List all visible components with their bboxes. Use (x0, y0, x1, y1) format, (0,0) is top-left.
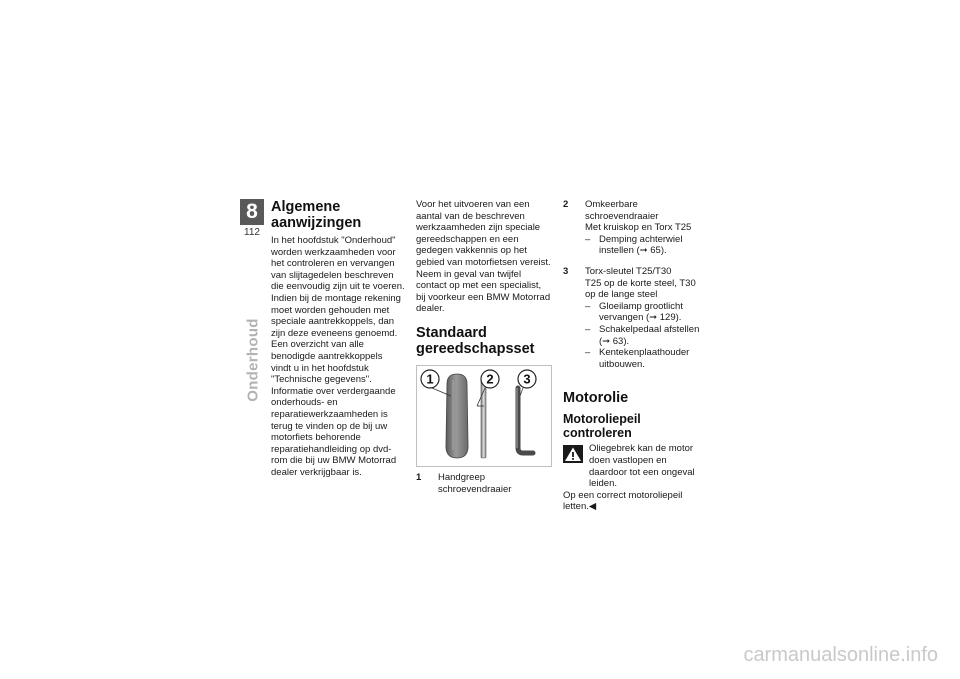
tool-item-2-sub-1 (585, 234, 703, 257)
dash-bullet: – (585, 233, 591, 245)
dash-bullet: – (585, 347, 591, 359)
heading-check-oil-level: Motoroliepeil controleren (563, 412, 641, 441)
tool-item-2-line-2: Met kruiskop en Torx T25 (585, 222, 692, 234)
warning-instruction (563, 490, 703, 513)
heading-engine-oil: Motorolie (563, 390, 629, 407)
sub-text: Schakelpedaal afstellen (599, 323, 700, 335)
screwdriver-handle-shape (446, 374, 468, 458)
callout-label-3: 3 (523, 371, 531, 387)
page-reference-link[interactable]: (➞ 63). (599, 335, 630, 347)
tool-item-3-sub-2 (585, 324, 703, 347)
end-of-warning-marker: ◀ (588, 501, 597, 513)
tool-item-3 (563, 266, 703, 370)
reversible-bit-shape (481, 378, 486, 458)
tool-item-2-number: 2 (563, 199, 569, 210)
column-1 (271, 199, 405, 478)
dash-bullet: – (585, 300, 591, 312)
side-section-label-text: Onderhoud (244, 318, 262, 402)
page-reference-link[interactable]: (➞ 129). (646, 312, 682, 324)
general-instructions-paragraph: In het hoofdstuk "Onderhoud" worden werkzaamheden voor het controleren en vervangen van slijtagedelen beschreven die eenvoudig zijn uit te voeren. Indien bij de montage rekening moet worden gehouden met speciale aantrekkoppels, dan zijn deze eveneens genoemd. Een overzicht van alle benodigde aantrekkoppels vindt u in het hoofdstuk "Technische gegevens". Informatie over verdergaande onderhouds- en reparatiewerkzaamheden is terug te vinden op de bij uw motorfiets behorende reparatiehandleiding op dvd-rom die bij uw BMW Motorrad dealer verkrijgbaar is. (271, 235, 405, 478)
warning-triangle-icon (563, 445, 583, 463)
page-reference-link[interactable]: (➞ 65). (636, 245, 667, 257)
tool-item-2 (563, 199, 703, 257)
warning-block (563, 443, 703, 489)
callout-label-1: 1 (426, 371, 434, 387)
torx-key-shape (518, 388, 533, 453)
watermark: carmanualsonline.info (743, 644, 938, 666)
warning-text: Oliegebrek kan de motor doen vastlopen en daardoor tot een ongeval leiden. (589, 443, 695, 490)
warning-instruction-text: Op een correct motoroliepeil letten. (563, 489, 683, 513)
tools-intro-paragraph: Voor het uitvoeren van een aantal van de beschreven werkzaamheden zijn speciale gereedschappen en een gedegen vakkennis op het gebied van motorfietsen vereist. Neem in geval van twijfel contact op met een specialist, bij voorkeur een BMW Motorrad dealer. (416, 199, 551, 315)
tool-item-3-line-2: T25 op de korte steel, T30 op de lange steel (585, 277, 696, 301)
sub-text: Kentekenplaathouder uitbouwen. (599, 347, 690, 370)
tool-item-1-text: Handgreep schroevendraaier (438, 471, 512, 495)
sub-text: Demping achterwiel instellen (599, 233, 683, 257)
tool-item-3-sub-1 (585, 301, 703, 324)
tool-item-3-sub-3 (585, 347, 703, 370)
column-2 (416, 199, 552, 495)
page-number: 112 (244, 227, 260, 238)
chapter-number-badge: 8 (240, 199, 264, 225)
tool-item-1 (416, 472, 552, 495)
tool-item-3-number: 3 (563, 265, 569, 277)
toolkit-illustration (417, 366, 551, 466)
sub-text: Gloeilamp grootlicht vervangen (599, 300, 683, 324)
column-3 (563, 199, 703, 513)
tool-item-2-line-1: Omkeerbare schroevendraaier (585, 199, 659, 222)
toolkit-figure (416, 365, 552, 467)
callout-label-2: 2 (486, 371, 494, 387)
heading-general-instructions: Algemene aanwijzingen (271, 199, 362, 231)
tool-item-1-number: 1 (416, 471, 422, 483)
heading-standard-toolkit: Standaard gereedschapsset (416, 324, 535, 357)
tool-item-3-line-1: Torx-sleutel T25/T30 (585, 265, 672, 277)
dash-bullet: – (585, 323, 591, 335)
side-section-label (236, 300, 270, 420)
